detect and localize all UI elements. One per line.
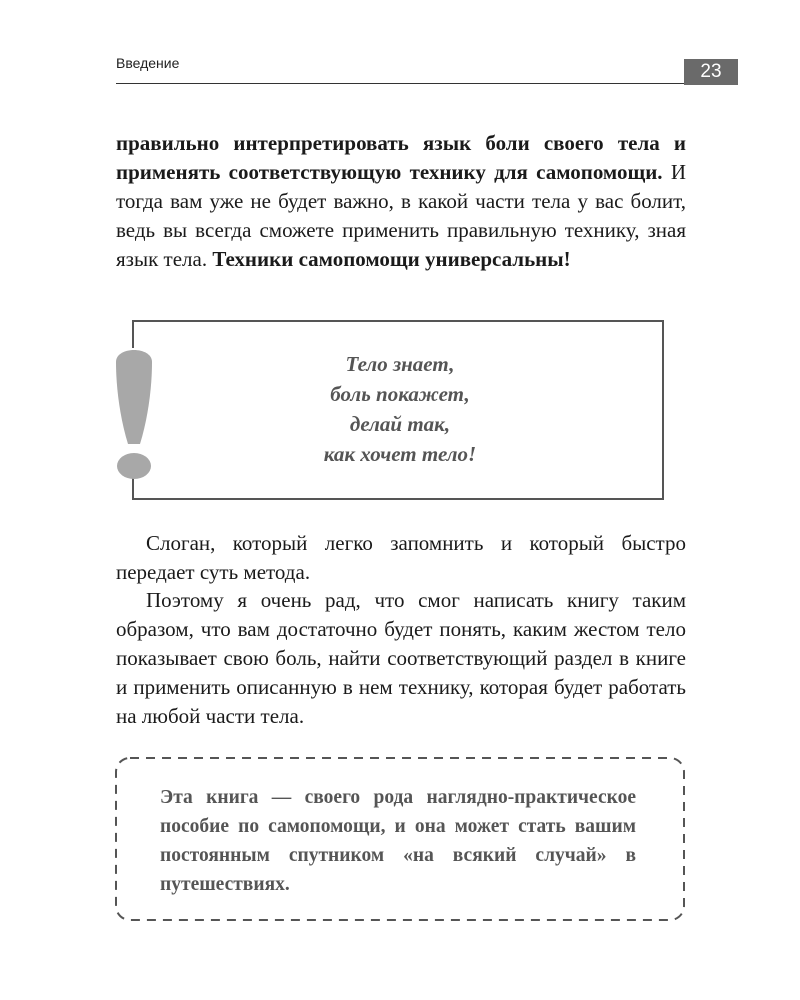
header-rule (116, 83, 686, 84)
quote-line: Тело знает, (345, 352, 455, 376)
exclamation-icon (110, 348, 158, 482)
quote-frame-left-top (132, 320, 134, 348)
quote-line: как хочет тело! (323, 442, 477, 466)
note-text: Эта книга — своего рода наглядно-практическое пособие по самопомощи, и она может стать вашим постоянным спутником «на всякий случай» в путешествиях. (160, 787, 636, 895)
intro-bold-2: Техники самопомощи универсальны! (212, 247, 571, 271)
intro-bold-1: правильно интерпретировать язык боли своего тела и применять соответствующую технику для самопомощи. (116, 131, 686, 184)
quote-line: боль покажет, (330, 382, 470, 406)
intro-text-1: И тогда вам уже не будет важно, в какой части тела у вас болит, ведь вы всегда сможете применить правильную технику, зная язык тела. (116, 160, 686, 271)
quote-line: делай так, (349, 412, 451, 436)
intro-paragraph (116, 129, 686, 274)
quote-text (250, 349, 550, 469)
page-number: 23 (684, 59, 738, 85)
body-paragraph: Поэтому я очень рад, что смог написать книгу таким образом, что вам достаточно будет понять, каким жестом тело показывает свою боль, найти соответствующий раздел в книге и применить описанную в нем технику, которая будет работать на любой части тела. (116, 588, 686, 728)
section-title: Введение (116, 55, 180, 71)
body-paragraph: Слоган, который легко запомнить и который быстро передает суть метода. (116, 531, 686, 584)
